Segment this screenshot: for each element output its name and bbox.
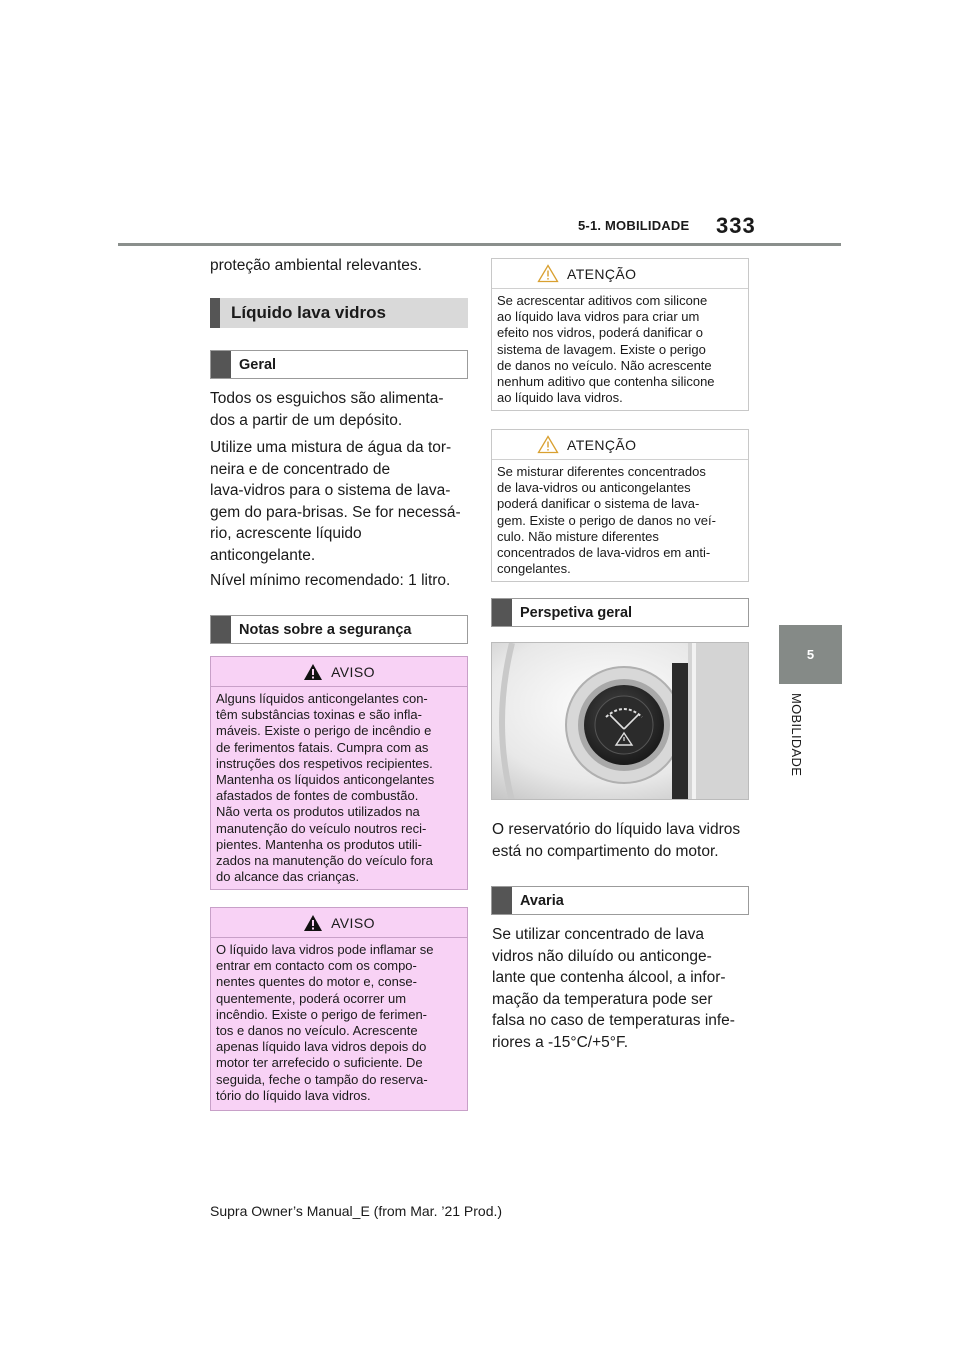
paragraph-mistura: Utilize uma mistura de água da tor- neira e de concentrado de lava-vidros para o sistema de lava- gem do para-brisas. Se for necessá- rio, acrescente líquido anticongelante. (210, 439, 461, 564)
caution-triangle-icon (537, 435, 559, 454)
paragraph-esguichos: Todos os esguichos são alimenta- dos a partir de um depósito. (210, 390, 444, 429)
intro-text: proteção ambiental relevantes. (210, 257, 422, 274)
caution-box-1: ATENÇÃO Se acrescentar aditivos com silicone ao líquido lava vidros para criar um efeito nos vidros, poderá danificar o sistema de lavagem. Existe o perigo de danos no veículo. Não acrescente nenhum aditivo que contenha silicone ao líquido lava vidros. (491, 258, 749, 411)
warning-box-1: AVISO Alguns líquidos anticongelantes con- têm substâncias toxinas e são infla- máveis. Existe o perigo de incêndio e de ferimentos fatais. Cumpra com as instruções dos respetivos recipientes. Mantenha os líquidos anticongelantes afastados de fontes de combustão. Não verta os produtos utilizados na manutenção do veículo noutros reci- pientes. Mantenha os produtos utili- zados na manutenção do veículo fora do alcance das crianças. (210, 656, 468, 890)
washer-reservoir-photo (491, 642, 749, 800)
subheading-overview: Perspetiva geral (491, 598, 749, 627)
chapter-tab: 5 (779, 625, 842, 684)
chapter-label: MOBILIDADE (789, 693, 804, 777)
warning-box-2: AVISO O líquido lava vidros pode inflamar se entrar em contacto com os compo- nentes quentes do motor e, conse- quentemente, poderá ocorrer um incêndio. Existe o perigo de ferimen- tos e danos no veículo. Acrescente apenas líquido lava vidros depois do motor ter arrefecido o suficiente. De seguida, feche o tampão do reserva- tório do líquido lava vidros. (210, 907, 468, 1111)
subheading-safety: Notas sobre a segurança (210, 615, 468, 644)
paragraph-avaria: Se utilizar concentrado de lava vidros não diluído ou anticonge- lante que contenha álcool, a infor- mação da temperatura pode ser falsa no caso de temperaturas infe- riores a -15°C/+5°F. (492, 926, 735, 1051)
warning-text-1: Alguns líquidos anticongelantes con- têm substâncias toxinas e são infla- máveis. Existe o perigo de incêndio e de ferimentos fatais. Cumpra com as instruções dos respetivos recipientes. Mantenha os líquidos anticongelantes afastados de fontes de combustão. Não verta os produtos utilizados na manutenção do veículo noutros reci- pientes. Mantenha os produtos utili- zados na manutenção do veículo fora do alcance das crianças. (216, 691, 435, 885)
caution-text-1: Se acrescentar aditivos com silicone ao líquido lava vidros para criar um efeito nos vidros, poderá danificar o sistema de lavagem. Existe o perigo de danos no veículo. Não acrescente nenhum aditivo que contenha silicone ao líquido lava vidros. (497, 293, 715, 406)
section-title: 5-1. MOBILIDADE (578, 218, 690, 233)
warning-triangle-icon (303, 914, 323, 932)
section-heading: Líquido lava vidros (210, 298, 468, 328)
subheading-malfunction: Avaria (491, 886, 749, 915)
subheading-general: Geral (210, 350, 468, 379)
caution-box-2: ATENÇÃO Se misturar diferentes concentrados de lava-vidros ou anticongelantes poderá danificar o sistema de lava- gem. Existe o perigo de danos no veí- culo. Não misture diferentes concentrados de lava-vidros em anti- congelantes. (491, 429, 749, 582)
warning-triangle-icon (303, 663, 323, 681)
footer-manual-title: Supra Owner’s Manual_E (from Mar. ’21 Prod.) (210, 1203, 503, 1219)
caution-text-2: Se misturar diferentes concentrados de lava-vidros ou anticongelantes poderá danificar o sistema de lava- gem. Existe o perigo de danos no veí- culo. Não misture diferentes concentrados de lava-vidros em anti- congelantes. (497, 464, 716, 577)
header-divider (118, 243, 841, 246)
page-number: 333 (716, 213, 756, 238)
caution-triangle-icon (537, 264, 559, 283)
figure-caption: O reservatório do líquido lava vidros está no compartimento do motor. (492, 821, 741, 860)
paragraph-nivel: Nível mínimo recomendado: 1 litro. (210, 572, 451, 589)
warning-text-2: O líquido lava vidros pode inflamar se entrar em contacto com os compo- nentes quentes do motor e, conse- quentemente, poderá ocorrer um incêndio. Existe o perigo de ferimen- tos e danos no veículo. Acrescente apenas líquido lava vidros depois do motor ter arrefecido o suficiente. De seguida, feche o tampão do reserva- tório do líquido lava vidros. (216, 942, 434, 1103)
